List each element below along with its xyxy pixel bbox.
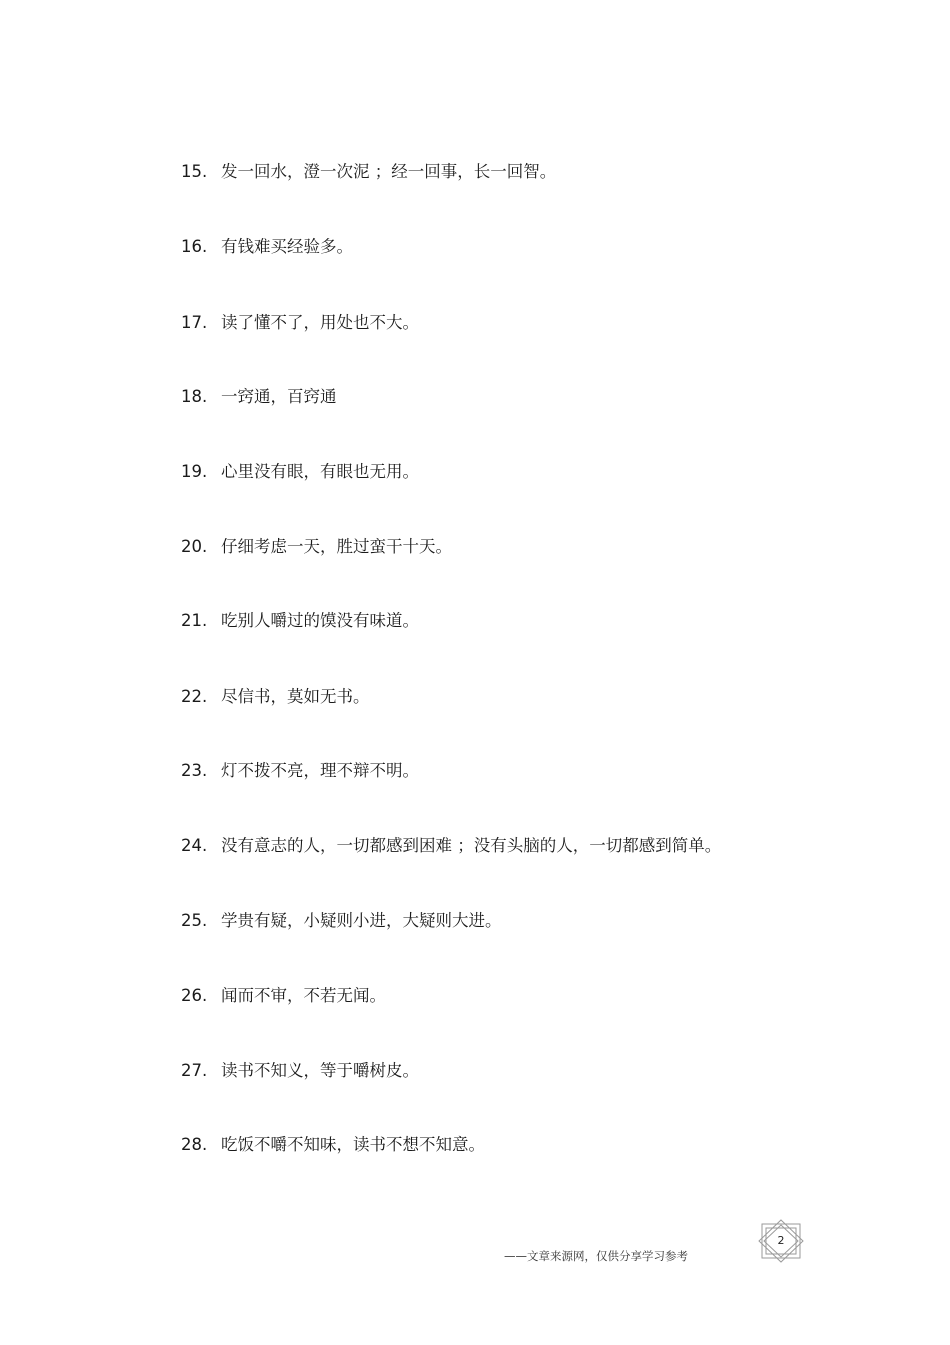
item-text: 灯不拨不亮，理不辩不明。 — [221, 761, 419, 780]
item-number: 28. — [181, 1135, 208, 1154]
item-text: 发一回水，澄一次泥 ；经一回事，长一回智。 — [221, 162, 557, 181]
item-number: 19. — [181, 462, 208, 481]
list-item — [181, 909, 502, 933]
item-text: 学贵有疑，小疑则小进，大疑则大进。 — [221, 911, 502, 930]
item-text: 有钱难买经验多。 — [221, 237, 353, 256]
list-item — [181, 834, 721, 858]
item-number: 15. — [181, 162, 208, 181]
list-item — [181, 385, 337, 409]
list-item — [181, 460, 419, 484]
list-item — [181, 609, 419, 633]
item-number: 23. — [181, 761, 208, 780]
page-number-badge — [757, 1219, 805, 1263]
item-text: 尽信书，莫如无书。 — [221, 687, 370, 706]
list-item — [181, 160, 556, 184]
item-number: 22. — [181, 687, 208, 706]
list-item — [181, 984, 386, 1008]
item-number: 24. — [181, 836, 208, 855]
page-number: 2 — [777, 1234, 785, 1247]
item-number: 27. — [181, 1061, 208, 1080]
item-text: 仔细考虑一天，胜过蛮干十天。 — [221, 537, 452, 556]
item-text: 心里没有眼，有眼也无用。 — [221, 462, 419, 481]
list-item — [181, 535, 452, 559]
list-item — [181, 1133, 485, 1157]
item-text: 没有意志的人，一切都感到困难 ；没有头脑的人，一切都感到简单。 — [221, 836, 722, 855]
list-item — [181, 311, 419, 335]
item-text: 吃别人嚼过的馍没有味道。 — [221, 611, 419, 630]
footer-source-note: ——文章来源网，仅供分享学习参考 — [504, 1249, 688, 1263]
item-number: 21. — [181, 611, 208, 630]
list-item — [181, 235, 353, 259]
item-number: 16. — [181, 237, 208, 256]
item-text: 吃饭不嚼不知味，读书不想不知意。 — [221, 1135, 485, 1154]
item-number: 18. — [181, 387, 208, 406]
list-item — [181, 685, 370, 709]
item-text: 闻而不审，不若无闻。 — [221, 986, 386, 1005]
item-number: 26. — [181, 986, 208, 1005]
list-item — [181, 759, 419, 783]
item-text: 一窍通，百窍通 — [221, 387, 337, 406]
item-text: 读书不知义，等于嚼树皮。 — [221, 1061, 419, 1080]
item-number: 20. — [181, 537, 208, 556]
list-item — [181, 1059, 419, 1083]
item-text: 读了懂不了，用处也不大。 — [221, 313, 419, 332]
item-number: 17. — [181, 313, 208, 332]
item-number: 25. — [181, 911, 208, 930]
